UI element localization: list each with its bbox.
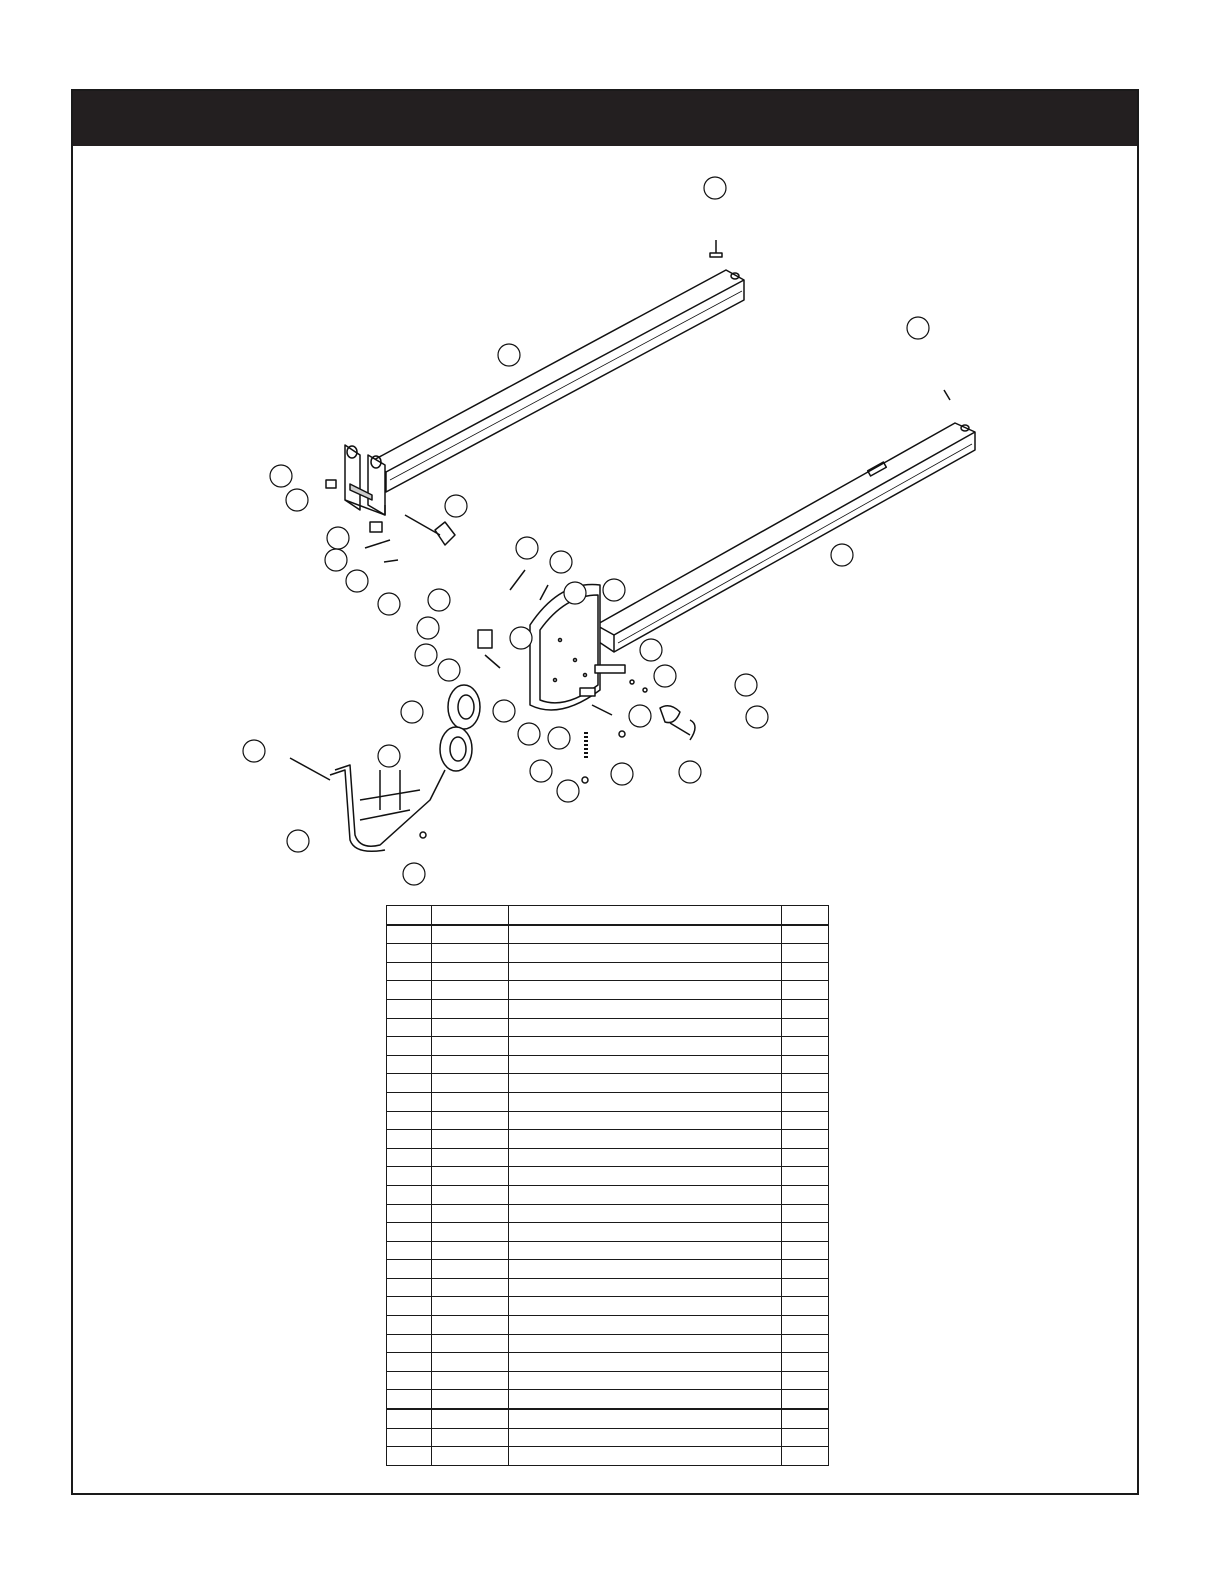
table-cell [509, 1037, 782, 1056]
upper-beam [370, 270, 744, 492]
table-row [387, 1390, 829, 1409]
table-cell [782, 1353, 829, 1372]
table-row [387, 1111, 829, 1130]
table-cell [432, 1092, 509, 1111]
table-cell [387, 1371, 432, 1390]
table-row [387, 1278, 829, 1297]
table-row [387, 1185, 829, 1204]
table-cell [782, 1148, 829, 1167]
table-cell [782, 1204, 829, 1223]
table-cell [509, 1371, 782, 1390]
table-cell [509, 1092, 782, 1111]
table-cell [432, 1353, 509, 1372]
table-cell [432, 1409, 509, 1428]
table-cell [509, 1260, 782, 1279]
table-cell [782, 1130, 829, 1149]
table-cell [782, 1447, 829, 1466]
table-cell [782, 1390, 829, 1409]
table-cell [387, 1148, 432, 1167]
table-cell [432, 1223, 509, 1242]
table-cell [387, 1316, 432, 1335]
table-cell [782, 1018, 829, 1037]
table-cell [432, 1334, 509, 1353]
table-row [387, 1074, 829, 1093]
table-cell [387, 981, 432, 1000]
table-cell [387, 1297, 432, 1316]
table-cell [509, 1390, 782, 1409]
table-cell [432, 1204, 509, 1223]
column-header-quantity [782, 906, 829, 925]
table-row [387, 1241, 829, 1260]
table-cell [509, 962, 782, 981]
table-cell [509, 1334, 782, 1353]
parts-table-body [387, 925, 829, 1466]
table-cell [782, 981, 829, 1000]
table-cell [432, 1055, 509, 1074]
table-row [387, 962, 829, 981]
table-cell [387, 1223, 432, 1242]
table-cell [432, 1428, 509, 1447]
table-cell [387, 1260, 432, 1279]
table-cell [387, 1447, 432, 1466]
table-cell [432, 1111, 509, 1130]
table-cell [432, 1130, 509, 1149]
table-cell [387, 962, 432, 981]
table-cell [782, 1334, 829, 1353]
table-cell [509, 1447, 782, 1466]
table-cell [782, 1409, 829, 1428]
table-cell [387, 1092, 432, 1111]
table-cell [387, 1428, 432, 1447]
table-cell [387, 1018, 432, 1037]
table-cell [782, 1055, 829, 1074]
table-cell [782, 1074, 829, 1093]
table-row [387, 1204, 829, 1223]
table-cell [432, 1297, 509, 1316]
table-cell [432, 1018, 509, 1037]
table-cell [509, 1297, 782, 1316]
table-cell [387, 925, 432, 944]
table-cell [509, 1223, 782, 1242]
table-cell [387, 1241, 432, 1260]
table-cell [387, 1278, 432, 1297]
table-cell [509, 1316, 782, 1335]
table-cell [432, 1037, 509, 1056]
column-header-description [509, 906, 782, 925]
table-cell [782, 1316, 829, 1335]
table-cell [509, 1409, 782, 1428]
table-row [387, 1167, 829, 1186]
table-cell [509, 1353, 782, 1372]
table-row [387, 1092, 829, 1111]
table-cell [509, 1111, 782, 1130]
table-cell [387, 1185, 432, 1204]
table-cell [509, 1278, 782, 1297]
table-cell [387, 1334, 432, 1353]
table-cell [782, 1092, 829, 1111]
table-cell [387, 999, 432, 1018]
table-cell [509, 1185, 782, 1204]
table-cell [432, 1447, 509, 1466]
table-cell [387, 944, 432, 963]
table-row [387, 1055, 829, 1074]
table-header-row [387, 906, 829, 925]
table-cell [509, 999, 782, 1018]
table-cell [782, 1428, 829, 1447]
table-cell [509, 981, 782, 1000]
table-cell [509, 1055, 782, 1074]
table-row [387, 1037, 829, 1056]
table-cell [432, 925, 509, 944]
table-cell [432, 1074, 509, 1093]
table-cell [387, 1204, 432, 1223]
table-row [387, 999, 829, 1018]
table-row [387, 981, 829, 1000]
table-cell [782, 1278, 829, 1297]
table-row [387, 1447, 829, 1466]
table-cell [782, 1241, 829, 1260]
table-cell [782, 1185, 829, 1204]
table-cell [782, 999, 829, 1018]
table-row [387, 944, 829, 963]
parts-list-table [386, 905, 829, 1466]
table-cell [432, 1185, 509, 1204]
table-row [387, 1148, 829, 1167]
table-cell [782, 1260, 829, 1279]
table-row [387, 1334, 829, 1353]
table-cell [387, 1111, 432, 1130]
table-cell [509, 1148, 782, 1167]
table-row [387, 1018, 829, 1037]
wheels [440, 685, 480, 771]
table-row [387, 1260, 829, 1279]
table-cell [432, 962, 509, 981]
table-cell [432, 1390, 509, 1409]
table-cell [432, 1371, 509, 1390]
table-row [387, 925, 829, 944]
upper-bracket [345, 445, 385, 515]
table-cell [387, 1055, 432, 1074]
lower-beam [596, 423, 975, 652]
table-cell [782, 925, 829, 944]
table-cell [782, 944, 829, 963]
table-cell [509, 1167, 782, 1186]
table-cell [432, 1260, 509, 1279]
table-cell [782, 1167, 829, 1186]
table-cell [432, 999, 509, 1018]
table-cell [432, 1316, 509, 1335]
column-header-item [387, 906, 432, 925]
table-row [387, 1371, 829, 1390]
table-cell [432, 1148, 509, 1167]
table-row [387, 1353, 829, 1372]
table-cell [509, 1130, 782, 1149]
table-cell [509, 1428, 782, 1447]
table-cell [387, 1409, 432, 1428]
table-cell [782, 1371, 829, 1390]
table-cell [387, 1074, 432, 1093]
table-cell [432, 1278, 509, 1297]
table-cell [509, 925, 782, 944]
table-cell [432, 944, 509, 963]
table-cell [387, 1167, 432, 1186]
table-cell [782, 1037, 829, 1056]
table-row [387, 1316, 829, 1335]
table-cell [432, 981, 509, 1000]
table-row [387, 1428, 829, 1447]
table-cell [509, 1241, 782, 1260]
table-cell [782, 1297, 829, 1316]
table-row [387, 1130, 829, 1149]
table-cell [387, 1390, 432, 1409]
table-row [387, 1409, 829, 1428]
table-cell [509, 1018, 782, 1037]
table-cell [509, 1074, 782, 1093]
handle-frame [330, 765, 445, 851]
table-cell [387, 1130, 432, 1149]
table-cell [432, 1167, 509, 1186]
table-cell [509, 944, 782, 963]
table-cell [432, 1241, 509, 1260]
table-cell [509, 1204, 782, 1223]
table-cell [782, 962, 829, 981]
table-cell [387, 1353, 432, 1372]
table-cell [387, 1037, 432, 1056]
column-header-part-number [432, 906, 509, 925]
table-row [387, 1297, 829, 1316]
table-cell [782, 1223, 829, 1242]
table-cell [782, 1111, 829, 1130]
table-row [387, 1223, 829, 1242]
